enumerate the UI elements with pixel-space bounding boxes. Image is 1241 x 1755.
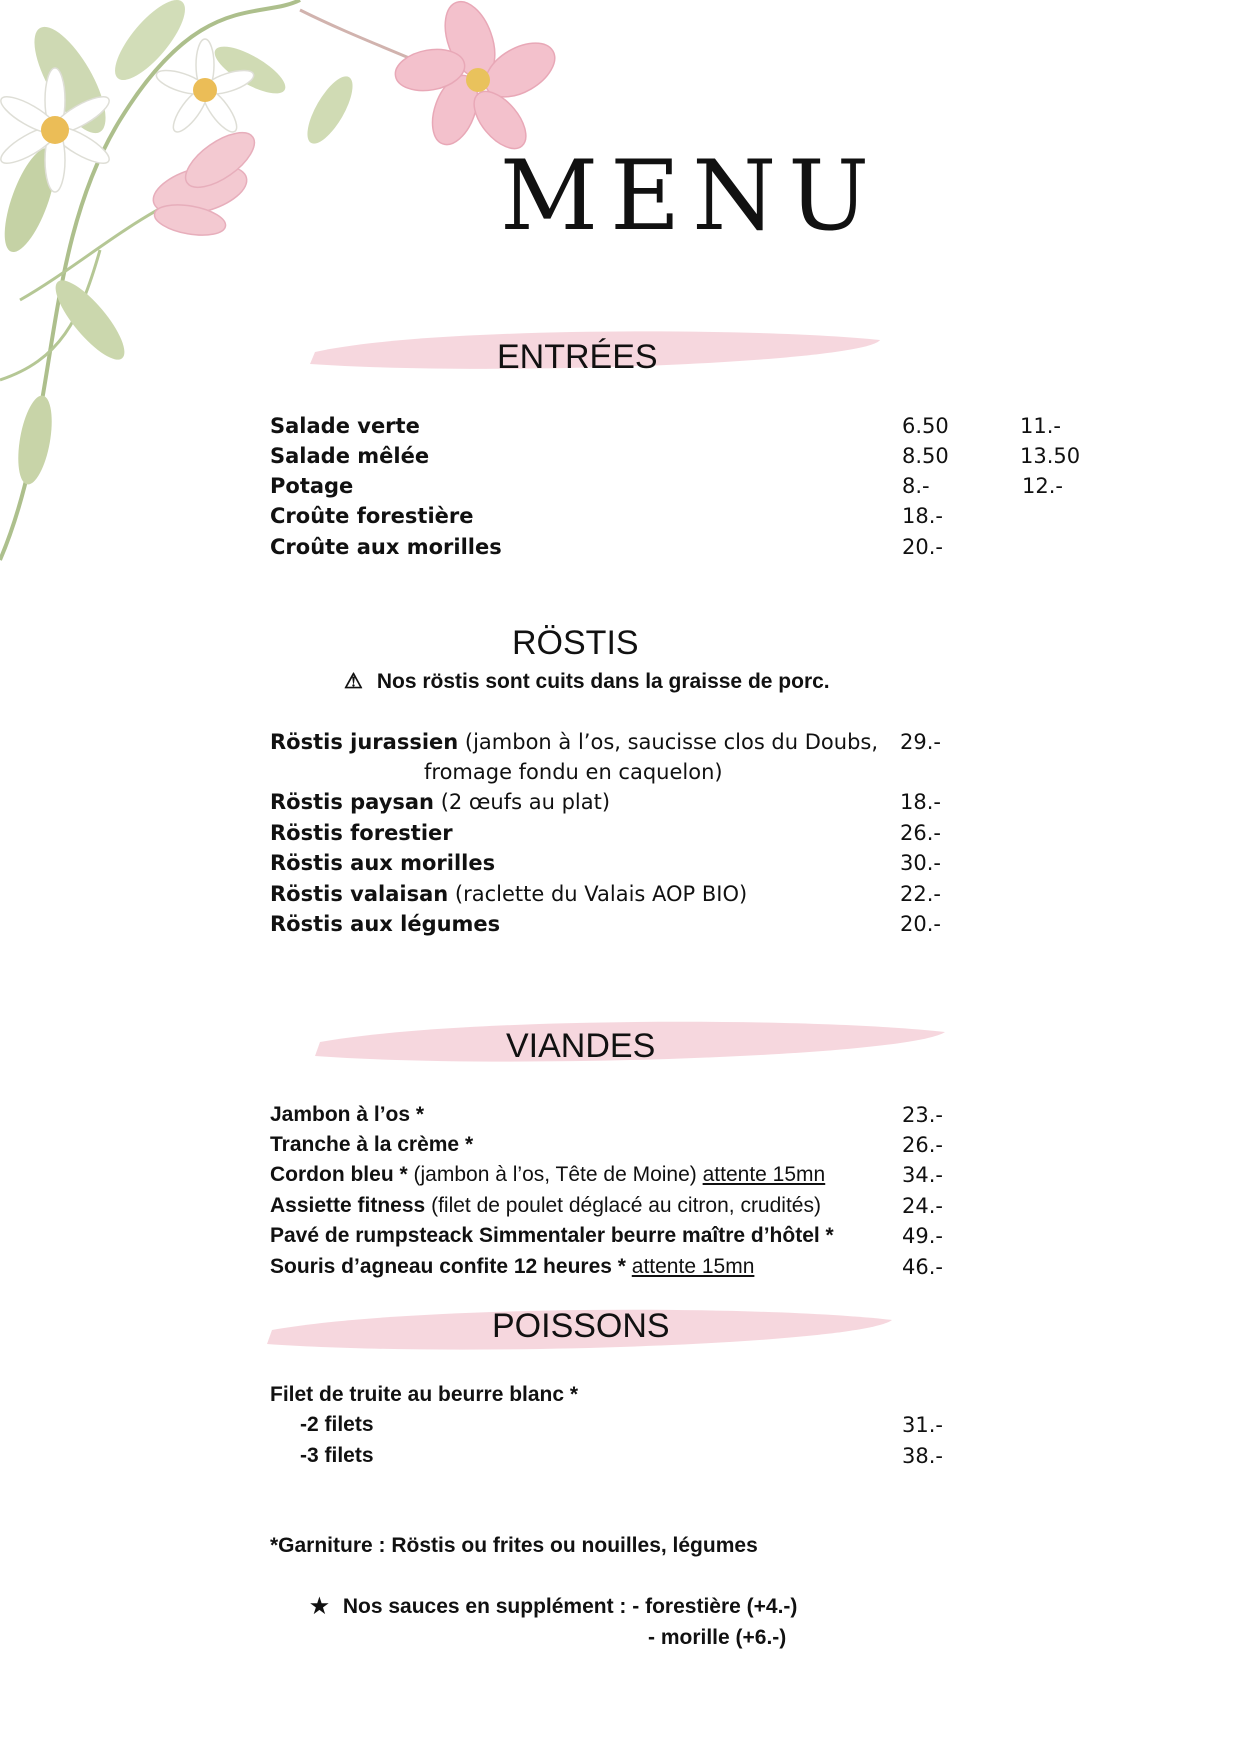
price: 34.- [902, 1163, 943, 1187]
sauces-note [310, 1592, 797, 1622]
price-large: 13.50 [1020, 444, 1081, 468]
list-item: -2 filets [300, 1413, 374, 1436]
sauce-item: - forestière (+4.-) [632, 1595, 798, 1618]
list-item: -3 filets [300, 1444, 374, 1467]
list-item: Röstis aux morilles [270, 851, 496, 875]
list-item: Tranche à la crème * [270, 1133, 474, 1156]
price: 46.- [902, 1255, 943, 1279]
warning-icon: ⚠ [344, 670, 363, 693]
list-item [270, 1160, 825, 1190]
rostis-warning [344, 667, 830, 697]
sauce-item: - morille (+6.-) [648, 1626, 787, 1649]
list-item [270, 879, 747, 909]
list-item [270, 1191, 821, 1221]
list-item: Croûte aux morilles [270, 535, 502, 559]
price: 29.- [900, 730, 941, 754]
star-icon: ★ [310, 1595, 329, 1618]
item-desc: (2 œufs au plat) [440, 790, 611, 814]
list-item: Röstis aux légumes [270, 912, 501, 936]
list-item: Croûte forestière [270, 504, 474, 528]
item-name: Assiette fitness [270, 1194, 426, 1217]
price-small: 6.50 [902, 414, 949, 438]
price-small: 8.50 [902, 444, 949, 468]
item-name: Röstis jurassien [270, 730, 459, 754]
price: 18.- [900, 790, 941, 814]
list-item [270, 727, 878, 757]
item-desc: (raclette du Valais AOP BIO) [454, 882, 748, 906]
item-desc: (jambon à l’os, saucisse clos du Doubs, [464, 730, 879, 754]
section-title-entrees: ENTRÉES [497, 338, 658, 376]
item-name: Röstis paysan [270, 790, 435, 814]
section-title-poissons: POISSONS [492, 1307, 670, 1345]
item-name: Röstis valaisan [270, 882, 449, 906]
price: 38.- [902, 1444, 943, 1468]
section-title-viandes: VIANDES [506, 1027, 656, 1065]
price: 49.- [902, 1224, 943, 1248]
list-item: Salade verte [270, 414, 420, 438]
item-desc-continued: fromage fondu en caquelon) [424, 760, 723, 784]
section-title-rostis: RÖSTIS [512, 624, 639, 662]
list-item: Pavé de rumpsteack Simmentaler beurre maître d’hôtel * [270, 1224, 834, 1247]
price: 26.- [900, 821, 941, 845]
page-title: MENU [499, 140, 882, 252]
price: 24.- [902, 1194, 943, 1218]
list-item: Jambon à l’os * [270, 1103, 425, 1126]
list-item [270, 1252, 754, 1282]
price: 23.- [902, 1103, 943, 1127]
warning-text: Nos röstis sont cuits dans la graisse de porc. [376, 670, 830, 693]
wait-time: attente 15mn [702, 1163, 826, 1186]
price-large: 11.- [1020, 414, 1061, 438]
poissons-heading: Filet de truite au beurre blanc * [270, 1383, 579, 1406]
item-name: Souris d’agneau confite 12 heures * [270, 1255, 626, 1278]
price: 30.- [900, 851, 941, 875]
price: 22.- [900, 882, 941, 906]
price-small: 20.- [902, 535, 943, 559]
wait-time: attente 15mn [631, 1255, 755, 1278]
item-name: Cordon bleu * [270, 1163, 408, 1186]
list-item [270, 787, 610, 817]
price-small: 18.- [902, 504, 943, 528]
price: 31.- [902, 1413, 943, 1437]
price: 20.- [900, 912, 941, 936]
garniture-note: *Garniture : Röstis ou frites ou nouilles, légumes [270, 1534, 758, 1557]
item-desc: (jambon à l’os, Tête de Moine) [413, 1163, 697, 1186]
price-small: 8.- [902, 474, 930, 498]
item-desc: (filet de poulet déglacé au citron, crudités) [431, 1194, 821, 1217]
list-item: Potage [270, 474, 354, 498]
sauces-label: Nos sauces en supplément : [342, 1595, 627, 1618]
price-large: 12.- [1022, 474, 1063, 498]
list-item: Röstis forestier [270, 821, 453, 845]
list-item: Salade mêlée [270, 444, 430, 468]
price: 26.- [902, 1133, 943, 1157]
